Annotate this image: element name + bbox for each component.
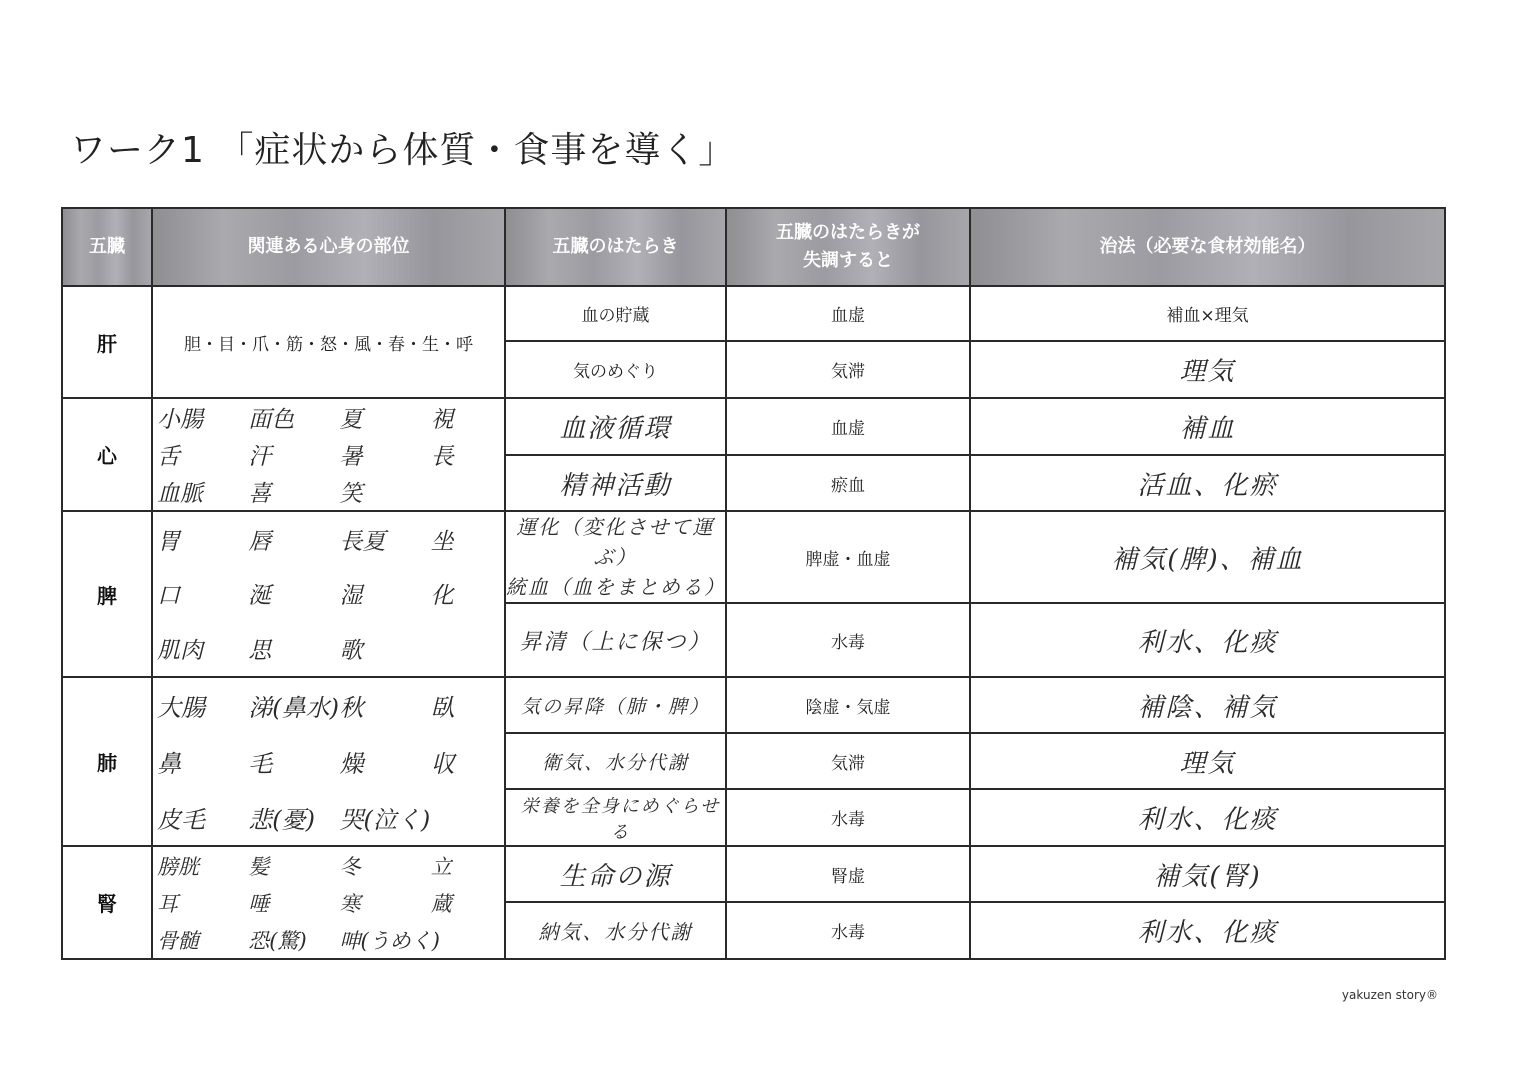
spleen-part: 長夏 xyxy=(339,528,386,555)
heart-part: 視 xyxy=(430,407,454,433)
organ-kidney: 腎 xyxy=(62,846,152,959)
spleen-part: 唇 xyxy=(248,528,272,555)
lung-part: 涕(鼻水) xyxy=(248,694,339,723)
table-row xyxy=(62,846,1445,902)
lung-part: 鼻 xyxy=(157,749,181,778)
lung-part: 秋 xyxy=(339,694,364,723)
liver-disorder-2: 気滞 xyxy=(726,341,970,398)
lung-part: 燥 xyxy=(339,749,364,778)
kidney-part: 耳 xyxy=(157,891,178,916)
heart-part: 夏 xyxy=(339,407,363,433)
lung-part: 皮毛 xyxy=(157,805,205,834)
heart-disorder-1: 血虚 xyxy=(726,398,970,455)
table-row xyxy=(62,398,1445,455)
spleen-part: 肌肉 xyxy=(157,638,203,665)
lung-part: 収 xyxy=(430,749,455,778)
kidney-parts xyxy=(152,846,505,959)
lung-part: 臥 xyxy=(430,694,455,723)
lung-part: 悲(憂) xyxy=(248,805,315,834)
heart-part: 汗 xyxy=(248,444,272,470)
table-row xyxy=(62,677,1445,733)
heart-part: 舌 xyxy=(157,444,180,470)
spleen-treatment-1: 補気(脾)、補血 xyxy=(970,511,1445,603)
spleen-disorder-1: 脾虚・血虚 xyxy=(726,511,970,603)
lung-part: 大腸 xyxy=(157,694,205,723)
organ-lung: 肺 xyxy=(62,677,152,846)
lung-treatment-3: 利水、化痰 xyxy=(970,789,1445,846)
lung-disorder-1: 陰虚・気虚 xyxy=(726,677,970,733)
kidney-part: 膀胱 xyxy=(157,854,199,879)
liver-treatment-1: 補血×理気 xyxy=(970,286,1445,341)
liver-treatment-2: 理気 xyxy=(970,341,1445,398)
lung-function-3: 栄養を全身にめぐらせる xyxy=(505,789,726,846)
kidney-part: 恐(驚) xyxy=(248,928,307,953)
heart-part: 面色 xyxy=(248,407,295,433)
lung-disorder-3: 水毒 xyxy=(726,789,970,846)
header-parts: 関連ある心身の部位 xyxy=(152,208,505,286)
heart-part: 血脈 xyxy=(157,481,203,507)
spleen-part: 坐 xyxy=(430,528,454,555)
spleen-disorder-2: 水毒 xyxy=(726,603,970,677)
header-row xyxy=(62,208,1445,286)
spleen-parts xyxy=(152,511,505,677)
header-disorder xyxy=(726,208,970,286)
kidney-part: 唾 xyxy=(248,891,270,916)
heart-part: 小腸 xyxy=(157,407,203,433)
organ-heart: 心 xyxy=(62,398,152,511)
kidney-part: 蔵 xyxy=(430,891,452,916)
heart-function-1: 血液循環 xyxy=(505,398,726,455)
heart-treatment-1: 補血 xyxy=(970,398,1445,455)
table-row xyxy=(62,286,1445,341)
kidney-treatment-2: 利水、化痰 xyxy=(970,902,1445,959)
work-table xyxy=(61,207,1446,960)
kidney-disorder-2: 水毒 xyxy=(726,902,970,959)
heart-part: 長 xyxy=(430,444,454,470)
kidney-treatment-1: 補気(腎) xyxy=(970,846,1445,902)
heart-parts xyxy=(152,398,505,511)
header-organ: 五臓 xyxy=(62,208,152,286)
kidney-part: 髪 xyxy=(248,854,270,879)
lung-treatment-1: 補陰、補気 xyxy=(970,677,1445,733)
page-title: ワーク1 「症状から体質・食事を導く」 xyxy=(70,130,736,171)
spleen-treatment-2: 利水、化痰 xyxy=(970,603,1445,677)
lung-part: 哭(泣く) xyxy=(339,805,431,834)
kidney-part: 呻(うめく) xyxy=(339,928,440,953)
heart-disorder-2: 瘀血 xyxy=(726,455,970,511)
footer-brand: yakuzen story® xyxy=(1341,988,1438,1002)
kidney-part: 立 xyxy=(430,854,452,879)
lung-disorder-2: 気滞 xyxy=(726,733,970,789)
spleen-part: 胃 xyxy=(157,528,180,555)
organ-liver: 肝 xyxy=(62,286,152,398)
lung-function-1: 気の昇降（肺・脾） xyxy=(505,677,726,733)
heart-treatment-2: 活血、化瘀 xyxy=(970,455,1445,511)
header-treatment: 治法（必要な食材効能名） xyxy=(970,208,1445,286)
lung-part: 毛 xyxy=(248,749,273,778)
kidney-part: 冬 xyxy=(339,854,361,879)
liver-disorder-1: 血虚 xyxy=(726,286,970,341)
lung-parts xyxy=(152,677,505,846)
liver-function-1: 血の貯蔵 xyxy=(505,286,726,341)
lung-treatment-2: 理気 xyxy=(970,733,1445,789)
spleen-part: 化 xyxy=(430,583,454,610)
organ-spleen: 脾 xyxy=(62,511,152,677)
spleen-part: 思 xyxy=(248,638,272,665)
spleen-part: 歌 xyxy=(339,638,363,665)
kidney-part: 寒 xyxy=(339,891,361,916)
header-function: 五臓のはたらき xyxy=(505,208,726,286)
spleen-function-1b: 統血（血をまとめる） xyxy=(506,575,726,599)
spleen-function-1a: 運化（変化させて運ぶ） xyxy=(516,515,715,569)
kidney-part: 骨髄 xyxy=(157,928,199,953)
header-disorder-line1: 五臓のはたらきが xyxy=(776,222,920,243)
spleen-function-1 xyxy=(505,511,726,603)
table-row xyxy=(62,511,1445,603)
kidney-function-2: 納気、水分代謝 xyxy=(505,902,726,959)
spleen-part: 口 xyxy=(157,583,180,610)
kidney-disorder-1: 腎虚 xyxy=(726,846,970,902)
heart-function-2: 精神活動 xyxy=(505,455,726,511)
lung-function-2: 衛気、水分代謝 xyxy=(505,733,726,789)
kidney-function-1: 生命の源 xyxy=(505,846,726,902)
heart-part: 喜 xyxy=(248,481,272,507)
spleen-part: 湿 xyxy=(339,583,363,610)
liver-function-2: 気のめぐり xyxy=(505,341,726,398)
spleen-part: 涎 xyxy=(248,583,272,610)
spleen-function-2: 昇清（上に保つ） xyxy=(505,603,726,677)
header-disorder-line2: 失調すると xyxy=(803,250,893,271)
liver-parts: 胆・目・爪・筋・怒・風・春・生・呼 xyxy=(152,286,505,398)
heart-part: 笑 xyxy=(339,481,363,507)
heart-part: 暑 xyxy=(339,444,363,470)
